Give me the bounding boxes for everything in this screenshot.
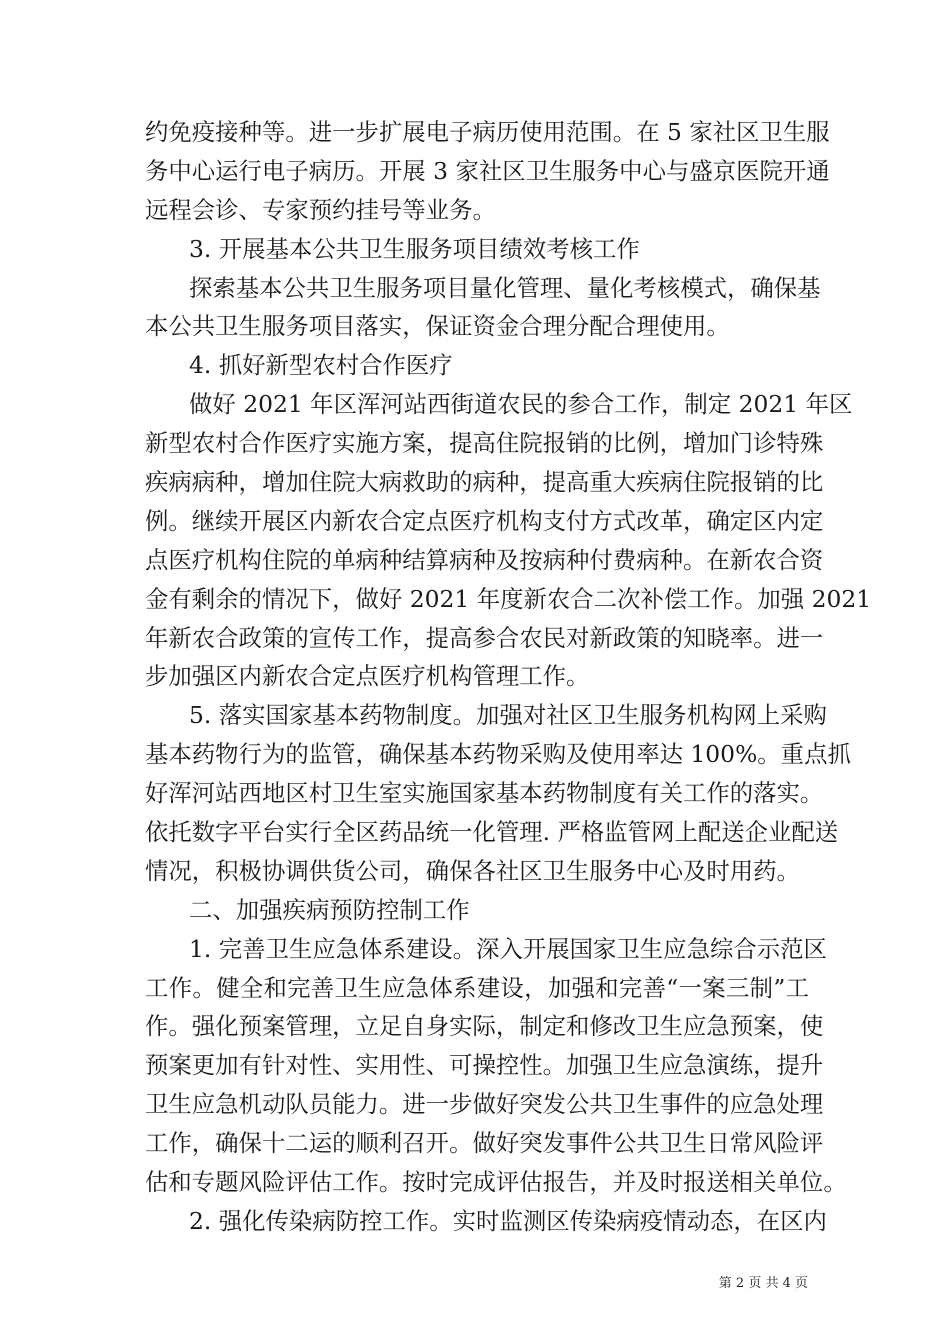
text-line: 估和专题风险评估工作。按时完成评估报告，并及时报送相关单位。 bbox=[145, 1168, 847, 1197]
text-line: 基本药物行为的监管，确保基本药物采购及使用率达 100%。重点抓 bbox=[145, 740, 851, 769]
text-line: 金有剩余的情况下，做好 2021 年度新农合二次补偿工作。加强 2021 bbox=[145, 584, 872, 613]
text-line: 1. 完善卫生应急体系建设。深入开展国家卫生应急综合示范区 bbox=[189, 934, 827, 963]
text-line: 步加强区内新农合定点医疗机构管理工作。 bbox=[145, 662, 590, 691]
text-line: 疾病病种，增加住院大病救助的病种，提高重大疾病住院报销的比 bbox=[145, 468, 824, 497]
text-line: 4. 抓好新型农村合作医疗 bbox=[189, 351, 453, 380]
text-line: 工作。健全和完善卫生应急体系建设，加强和完善“一案三制”工 bbox=[145, 973, 809, 1002]
text-line: 做好 2021 年区浑河站西街道农民的参合工作，制定 2021 年区 bbox=[189, 390, 853, 419]
text-line: 预案更加有针对性、实用性、可操控性。加强卫生应急演练，提升 bbox=[145, 1051, 824, 1080]
text-line: 约免疫接种等。进一步扩展电子病历使用范围。在 5 家社区卫生服 bbox=[145, 118, 830, 146]
text-line: 情况，积极协调供货公司，确保各社区卫生服务中心及时用药。 bbox=[145, 856, 800, 885]
text-line: 新型农村合作医疗实施方案，提高住院报销的比例，增加门诊特殊 bbox=[145, 429, 824, 458]
text-line: 依托数字平台实行全区药品统一化管理. 严格监管网上配送企业配送 bbox=[145, 818, 839, 847]
page-number-footer: 第 2 页 共 4 页 bbox=[718, 1276, 808, 1291]
text-line: 务中心运行电子病历。开展 3 家社区卫生服务中心与盛京医院开通 bbox=[145, 156, 830, 185]
document-body bbox=[145, 113, 872, 1241]
text-line: 5. 落实国家基本药物制度。加强对社区卫生服务机构网上采购 bbox=[189, 701, 827, 730]
text-line: 3. 开展基本公共卫生服务项目绩效考核工作 bbox=[189, 234, 640, 263]
text-line: 年新农合政策的宣传工作，提高参合农民对新政策的知晓率。进一 bbox=[145, 623, 824, 652]
text-line: 例。继续开展区内新农合定点医疗机构支付方式改革，确定区内定 bbox=[145, 506, 824, 535]
text-line: 远程会诊、专家预约挂号等业务。 bbox=[145, 195, 496, 224]
text-line: 工作，确保十二运的顺利召开。做好突发事件公共卫生日常风险评 bbox=[145, 1129, 824, 1158]
text-line: 点医疗机构住院的单病种结算病种及按病种付费病种。在新农合资 bbox=[145, 545, 824, 574]
text-line: 好浑河站西地区村卫生室实施国家基本药物制度有关工作的落实。 bbox=[145, 779, 824, 808]
text-line: 2. 强化传染病防控工作。实时监测区传染病疫情动态，在区内 bbox=[189, 1206, 827, 1235]
text-line: 卫生应急机动队员能力。进一步做好突发公共卫生事件的应急处理 bbox=[145, 1090, 824, 1119]
text-line: 二、加强疾病预防控制工作 bbox=[189, 895, 470, 924]
text-line: 本公共卫生服务项目落实，保证资金合理分配合理使用。 bbox=[145, 312, 730, 341]
text-line: 探索基本公共卫生服务项目量化管理、量化考核模式，确保基 bbox=[189, 273, 821, 302]
text-line: 作。强化预案管理，立足自身实际，制定和修改卫生应急预案，使 bbox=[145, 1012, 824, 1041]
